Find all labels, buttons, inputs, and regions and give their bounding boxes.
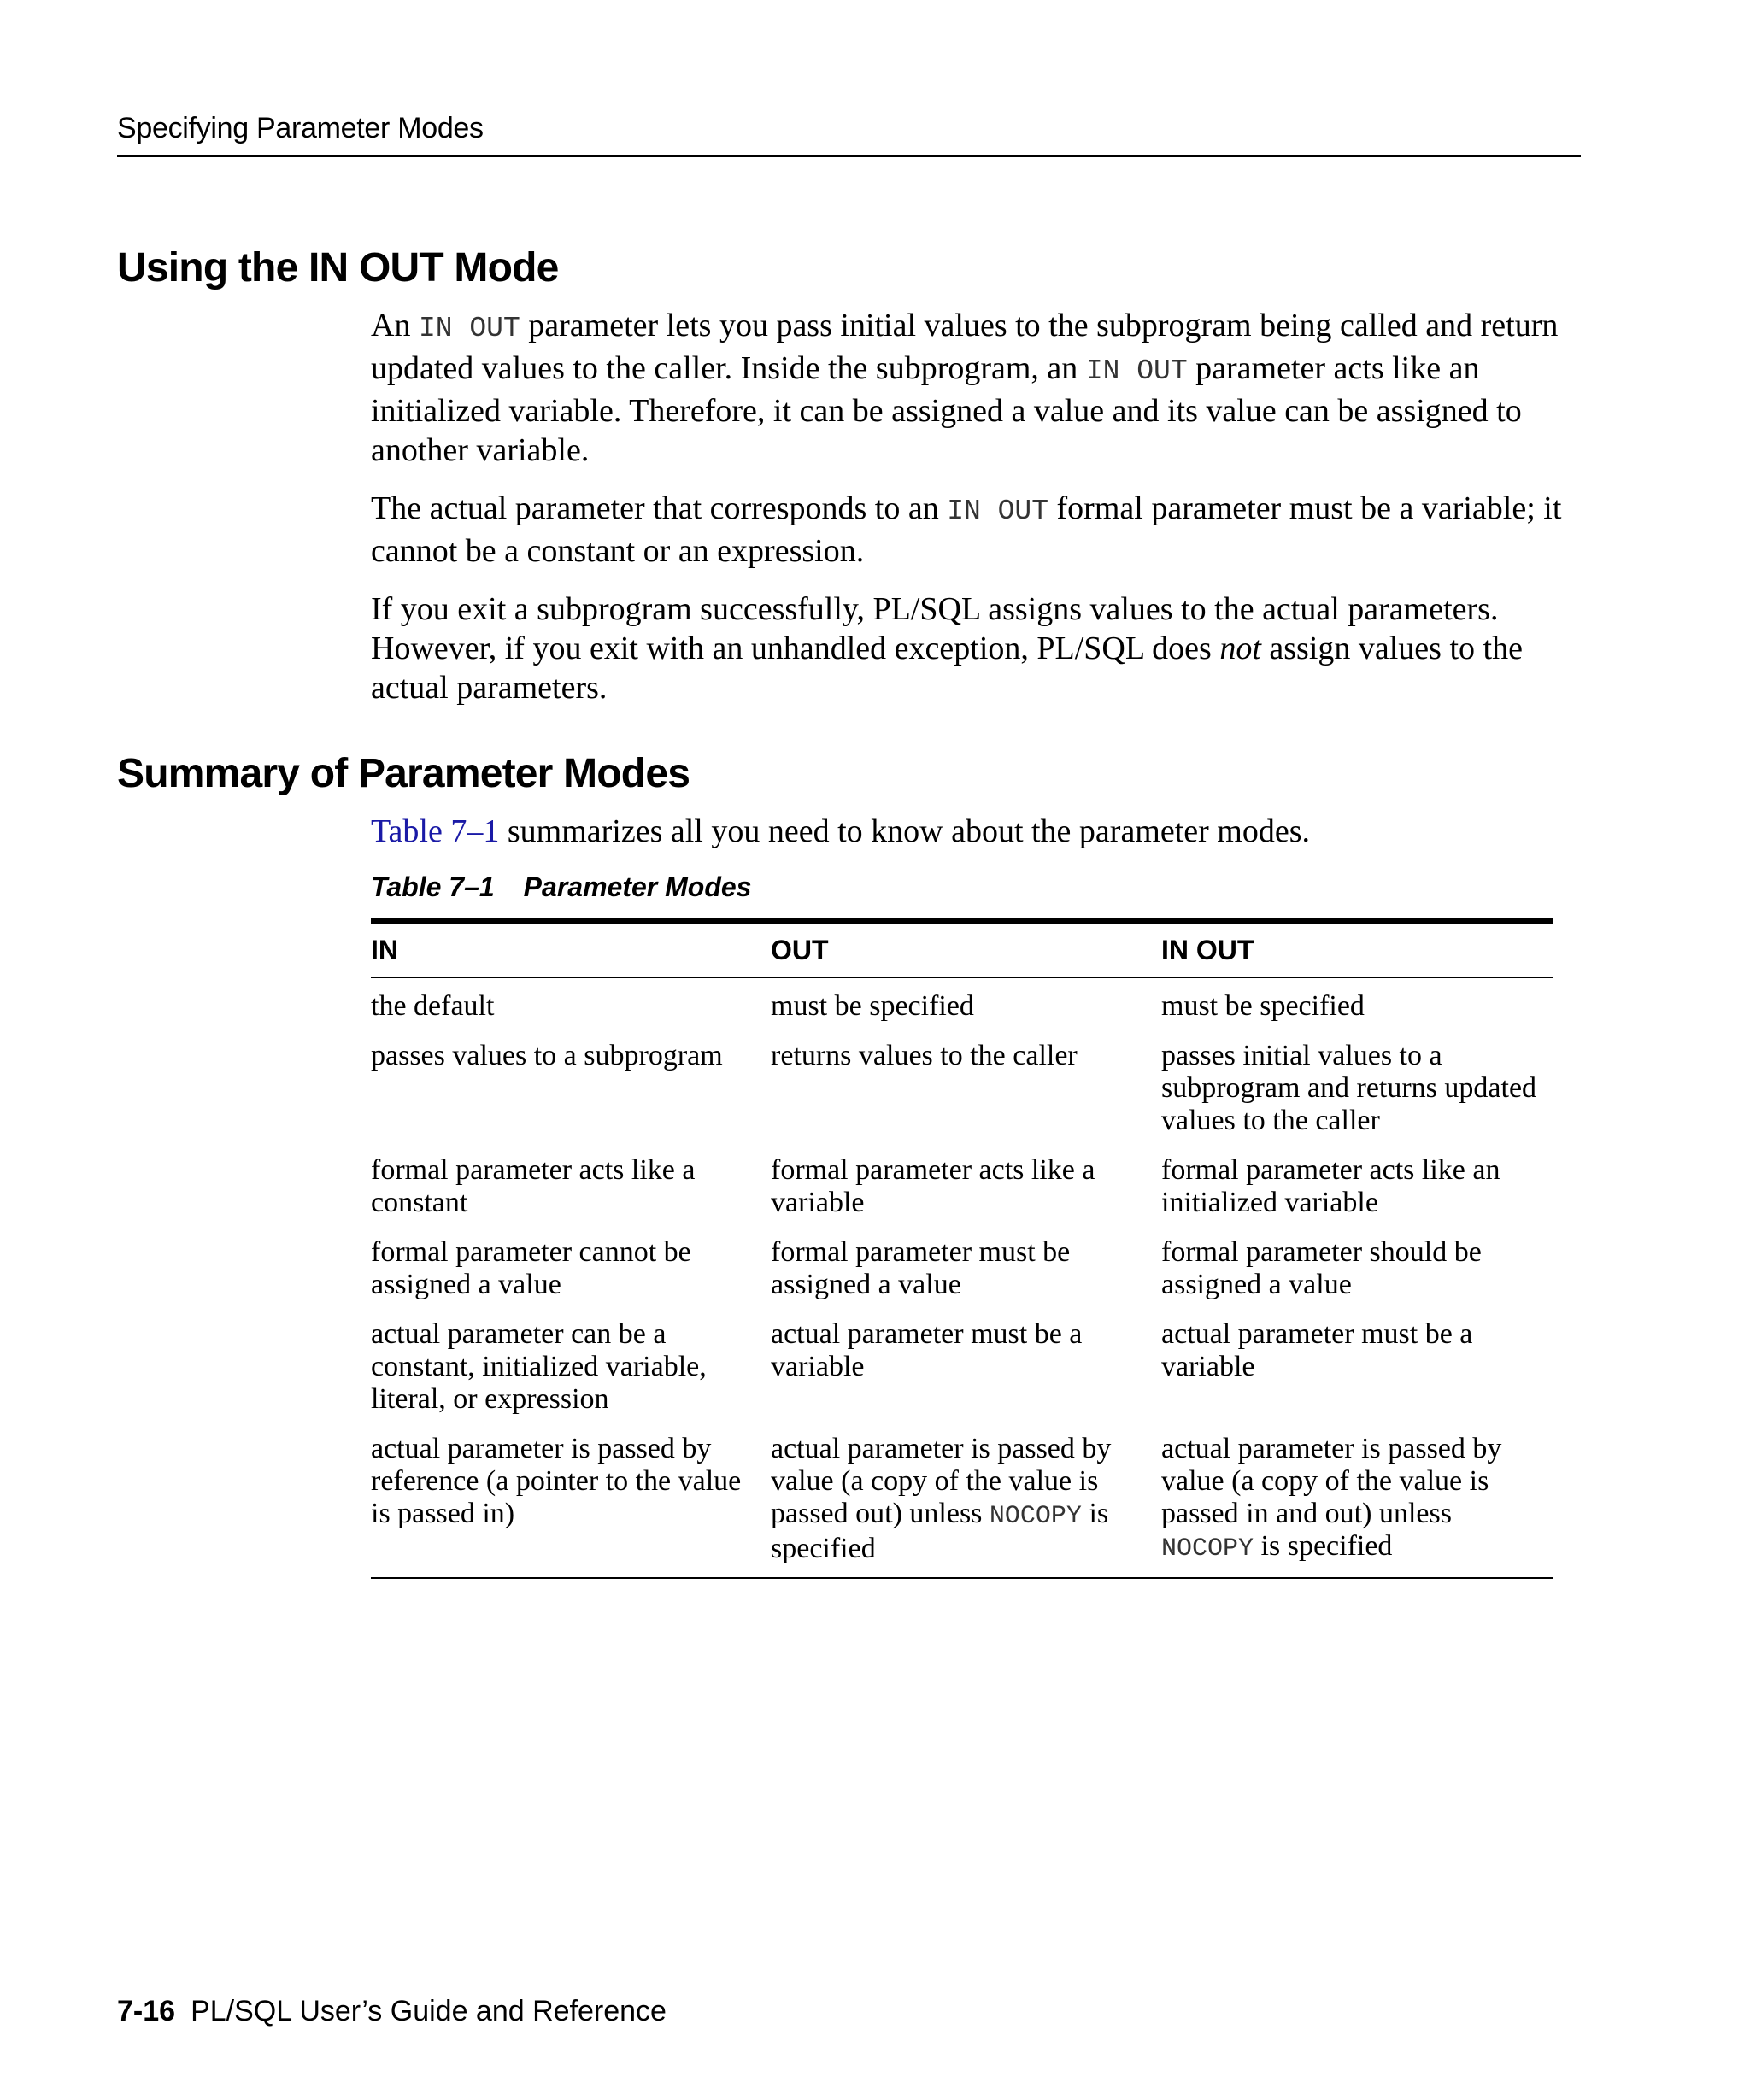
- page-footer: [117, 1994, 667, 2028]
- text-run: actual parameter is passed by value (a copy of the value is passed in and out) unless: [1161, 1433, 1502, 1529]
- text-run: is specified: [1254, 1530, 1393, 1562]
- column-header-in-out: IN OUT: [1161, 921, 1553, 978]
- table-cell: formal parameter must be assigned a value: [771, 1236, 1071, 1300]
- column-header-in: IN: [371, 921, 771, 978]
- running-header: [117, 111, 1581, 157]
- table-row: [371, 1310, 1553, 1424]
- text-run: is specified: [771, 1498, 1109, 1564]
- table-row: [371, 1031, 1553, 1146]
- table-row: [371, 1146, 1553, 1228]
- emphasis-not: not: [1219, 631, 1261, 666]
- code-nocopy: NOCOPY: [989, 1502, 1082, 1531]
- in-out-paragraph-1: [371, 306, 1584, 470]
- table-caption-number: Table 7–1: [371, 871, 495, 902]
- table-cell: formal parameter acts like a variable: [771, 1154, 1095, 1218]
- text-run: The actual parameter that corresponds to an: [371, 490, 948, 526]
- table-cell: formal parameter should be assigned a value: [1161, 1236, 1482, 1300]
- in-out-paragraph-3: [371, 590, 1584, 707]
- code-in-out: IN OUT: [1085, 355, 1188, 387]
- table-cell: passes values to a subprogram: [371, 1040, 723, 1071]
- table-cell: [771, 1424, 1161, 1578]
- table-cell: the default: [371, 990, 495, 1022]
- table-row: [371, 977, 1553, 1031]
- table-row: [371, 1228, 1553, 1310]
- summary-body: [371, 812, 1584, 1579]
- code-nocopy: NOCOPY: [1161, 1534, 1254, 1563]
- table-cell: actual parameter must be a variable: [771, 1318, 1083, 1382]
- table-cell: actual parameter can be a constant, initialized variable, literal, or expression: [371, 1318, 707, 1415]
- table-cell: actual parameter is passed by reference (a pointer to the value is passed in): [371, 1424, 771, 1578]
- text-run: actual parameter is passed by value (a copy of the value is passed out) unless: [771, 1433, 1112, 1529]
- parameter-modes-table: [371, 918, 1553, 1579]
- table-cell: passes initial values to a subprogram and returns updated values to the caller: [1161, 1040, 1537, 1136]
- code-in-out: IN OUT: [418, 313, 520, 344]
- table-cross-reference-link[interactable]: Table 7–1: [371, 813, 500, 849]
- book-title: PL/SQL User’s Guide and Reference: [191, 1995, 667, 2027]
- table-cell: must be specified: [771, 990, 974, 1022]
- table-row: [371, 1424, 1553, 1578]
- table-caption: [371, 870, 1584, 904]
- text-run: If you exit a subprogram successfully, PL/SQL assigns values to the actual parameters. However, if you exit with an unhandled exception, PL/SQL does: [371, 591, 1499, 666]
- text-run: formal parameter must be a variable; it cannot be a constant or an expression.: [371, 490, 1562, 569]
- code-in-out: IN OUT: [947, 496, 1049, 527]
- table-cell: returns values to the caller: [771, 1040, 1078, 1071]
- running-header-title: Specifying Parameter Modes: [117, 112, 484, 144]
- section-heading-summary: Summary of Parameter Modes: [117, 751, 690, 796]
- table-cell: [1161, 1424, 1553, 1578]
- table-header-row: [371, 921, 1553, 978]
- text-run: assign values to the actual parameters.: [371, 631, 1523, 706]
- column-header-out: OUT: [771, 921, 1161, 978]
- text-run: parameter lets you pass initial values to the subprogram being called and return updated values to the caller. Inside the subprogram, an: [371, 308, 1559, 386]
- in-out-mode-body: [371, 306, 1584, 726]
- text-run: parameter acts like an initialized variable. Therefore, it can be assigned a value and its value can be assigned to another variable.: [371, 350, 1522, 468]
- table-cell: must be specified: [1161, 990, 1365, 1022]
- table-cell: formal parameter acts like an initialized variable: [1161, 1154, 1500, 1218]
- text-run: summarizes all you need to know about the parameter modes.: [499, 813, 1311, 849]
- table-cell: actual parameter must be a variable: [1161, 1318, 1473, 1382]
- text-run: An: [371, 308, 419, 343]
- page-number: 7-16: [117, 1995, 176, 2027]
- table-caption-title: Parameter Modes: [523, 871, 752, 902]
- summary-intro: [371, 812, 1584, 851]
- in-out-paragraph-2: [371, 489, 1584, 571]
- table-cell: formal parameter cannot be assigned a value: [371, 1236, 691, 1300]
- table-cell: formal parameter acts like a constant: [371, 1154, 696, 1218]
- section-heading-in-out-mode: Using the IN OUT Mode: [117, 245, 559, 290]
